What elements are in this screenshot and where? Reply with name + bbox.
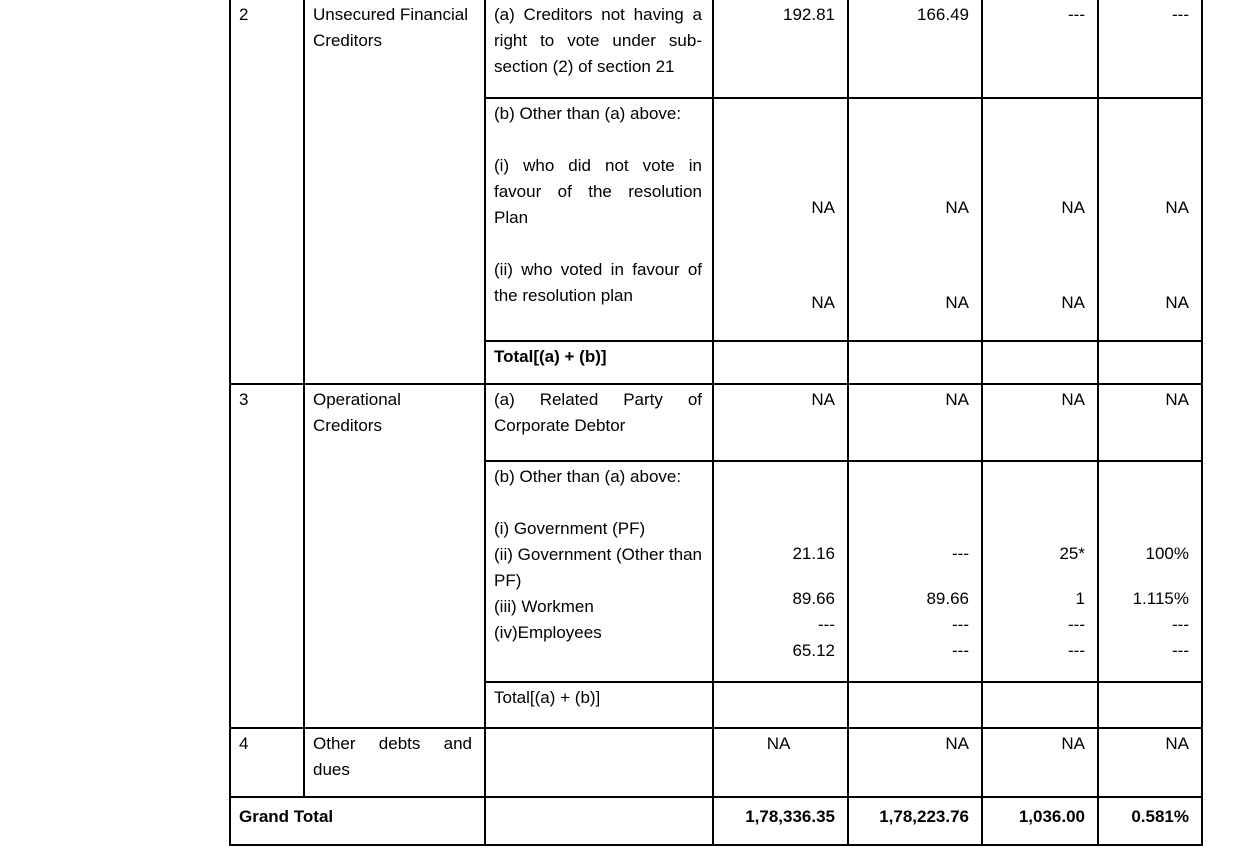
row3-total-label: Total[(a) + (b)] [485, 682, 713, 728]
row3a-value-4: NA [1098, 384, 1202, 461]
row3-total-value-2 [848, 682, 982, 728]
row2b-intro: (b) Other than (a) above: [494, 104, 682, 123]
row3b-value-1: 21.16 89.66 --- 65.12 [713, 461, 848, 682]
row3a-value-2: NA [848, 384, 982, 461]
row3-total-value-1 [713, 682, 848, 728]
row3a-value-1: NA [713, 384, 848, 461]
row3b-item-iii: (iii) Workmen [494, 597, 594, 616]
grand-total-value-1: 1,78,336.35 [713, 797, 848, 845]
row2a-description: (a) Creditors not having a right to vote under sub-section (2) of section 21 [485, 0, 713, 98]
row3b-intro: (b) Other than (a) above: [494, 467, 682, 486]
row2b-value-4: NA NA [1098, 98, 1202, 341]
row2b-item-i: (i) who did not vote in favour of the resolution Plan [494, 156, 702, 227]
row2a-value-1: 192.81 [713, 0, 848, 98]
row2b-item-ii: (ii) who voted in favour of the resolution plan [494, 260, 702, 305]
row2a-value-2: 166.49 [848, 0, 982, 98]
row2b-value-1: NA NA [713, 98, 848, 341]
row3b-item-ii: (ii) Government (Other than PF) [494, 545, 702, 590]
creditors-table [229, 0, 1203, 846]
row2-total-value-2 [848, 341, 982, 384]
row3a [230, 384, 1202, 461]
row3b-value-3: 25* 1 --- --- [982, 461, 1098, 682]
row2b-value-3: NA NA [982, 98, 1098, 341]
row3b-item-iv: (iv)Employees [494, 623, 602, 642]
row3a-description: (a) Related Party of Corporate Debtor [485, 384, 713, 461]
row2-total-label: Total[(a) + (b)] [485, 341, 713, 384]
row3-total-value-4 [1098, 682, 1202, 728]
row2-serial: 2 [230, 0, 304, 384]
grand-total-value-2: 1,78,223.76 [848, 797, 982, 845]
grand-total-value-4: 0.581% [1098, 797, 1202, 845]
grand-total-row [230, 797, 1202, 845]
row3b-value-4: 100% 1.115% --- --- [1098, 461, 1202, 682]
row3-serial: 3 [230, 384, 304, 728]
row2-total-value-3 [982, 341, 1098, 384]
row3b-value-2: --- 89.66 --- --- [848, 461, 982, 682]
row3b-description [485, 461, 713, 682]
row2b-value-2: NA NA [848, 98, 982, 341]
row3b-item-i: (i) Government (PF) [494, 519, 646, 538]
grand-total-label: Grand Total [230, 797, 485, 845]
grand-total-description [485, 797, 713, 845]
row2a-value-4: --- [1098, 0, 1202, 98]
row2a-value-3: --- [982, 0, 1098, 98]
row3-category: Operational Creditors [304, 384, 485, 728]
row4-value-3: NA [982, 728, 1098, 797]
row4 [230, 728, 1202, 797]
row4-value-1: NA [713, 728, 848, 797]
row4-category: Other debts and dues [304, 728, 485, 797]
row4-description [485, 728, 713, 797]
row4-value-4: NA [1098, 728, 1202, 797]
row4-value-2: NA [848, 728, 982, 797]
row3-total-value-3 [982, 682, 1098, 728]
row4-serial: 4 [230, 728, 304, 797]
row2-category: Unsecured Financial Creditors [304, 0, 485, 384]
row3a-value-3: NA [982, 384, 1098, 461]
row2-total-value-1 [713, 341, 848, 384]
row2b-description [485, 98, 713, 341]
row2a [230, 0, 1202, 98]
grand-total-value-3: 1,036.00 [982, 797, 1098, 845]
row2-total-value-4 [1098, 341, 1202, 384]
